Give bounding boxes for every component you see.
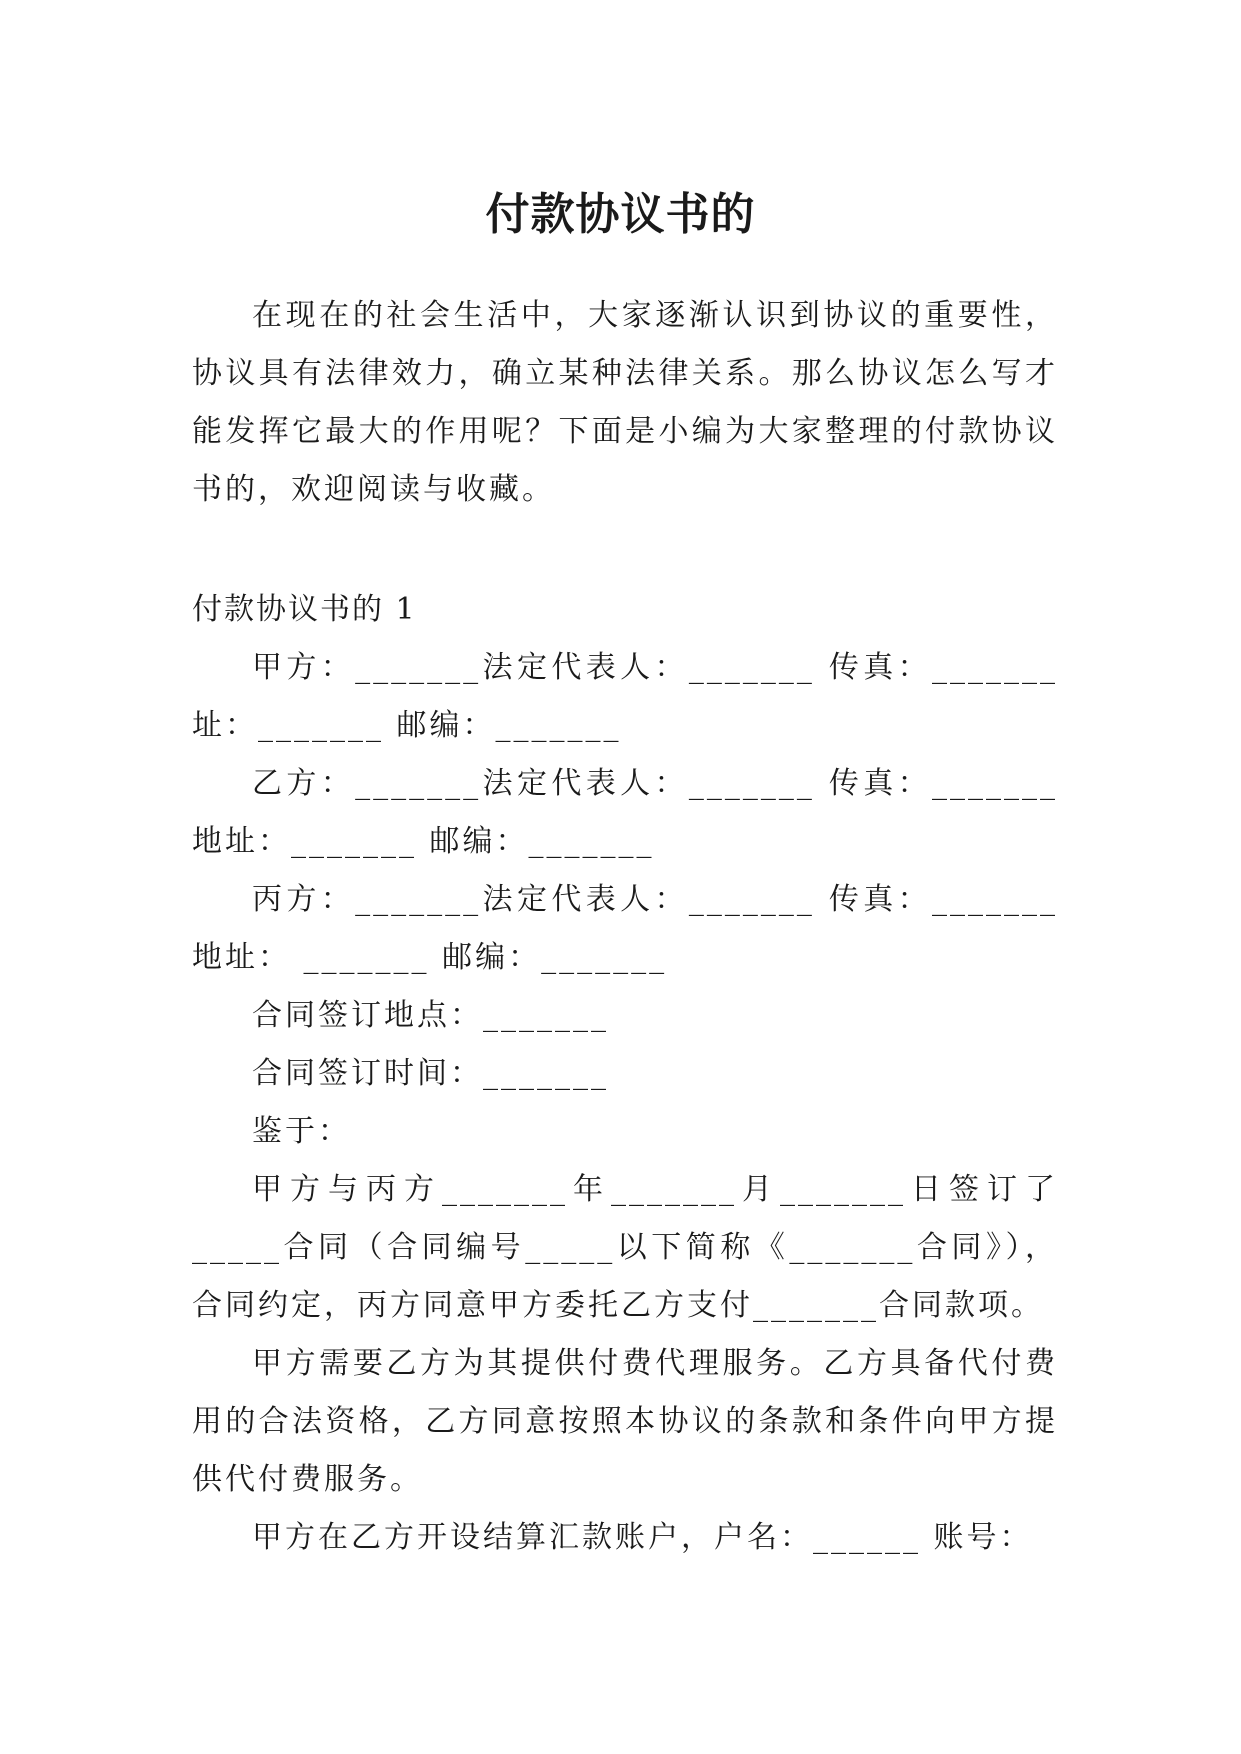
party-b-line: 乙方：_______法定代表人：_______ 传真：_______地址：_______ 邮编：_______ — [192, 766, 1058, 859]
contract-paragraph: 甲方与丙方_______年_______月_______日签订了_____合同（合同编号_____以下简称《_______合同》），合同约定，丙方同意甲方委托乙方支付_______合同款项。 — [192, 1172, 1058, 1323]
party-c-line: 丙方：_______法定代表人：_______ 传真：_______地址： _______ 邮编：_______ — [192, 882, 1058, 975]
document-title: 付款协议书的 — [485, 189, 756, 241]
account-paragraph: 甲方在乙方开设结算汇款账户，户名：______ 账号： — [252, 1520, 1033, 1555]
intro-paragraph: 在现在的社会生活中，大家逐渐认识到协议的重要性，协议具有法律效力，确立某种法律关系。那么协议怎么写才能发挥它最大的作用呢？下面是小编为大家整理的付款协议书的，欢迎阅读与收藏。 — [192, 298, 1058, 507]
section-heading: 付款协议书的 1 — [192, 592, 417, 627]
signing-time-line: 合同签订时间：_______ — [252, 1056, 609, 1091]
document-body — [192, 287, 1058, 1567]
party-a-line: 甲方：_______法定代表人：_______ 传真：_______址：_______ 邮编：_______ — [192, 650, 1058, 743]
whereas-line: 鉴于： — [252, 1114, 351, 1149]
signing-place-line: 合同签订地点：_______ — [252, 998, 609, 1033]
service-paragraph: 甲方需要乙方为其提供付费代理服务。乙方具备代付费用的合法资格，乙方同意按照本协议的条款和条件向甲方提供代付费服务。 — [192, 1346, 1058, 1497]
